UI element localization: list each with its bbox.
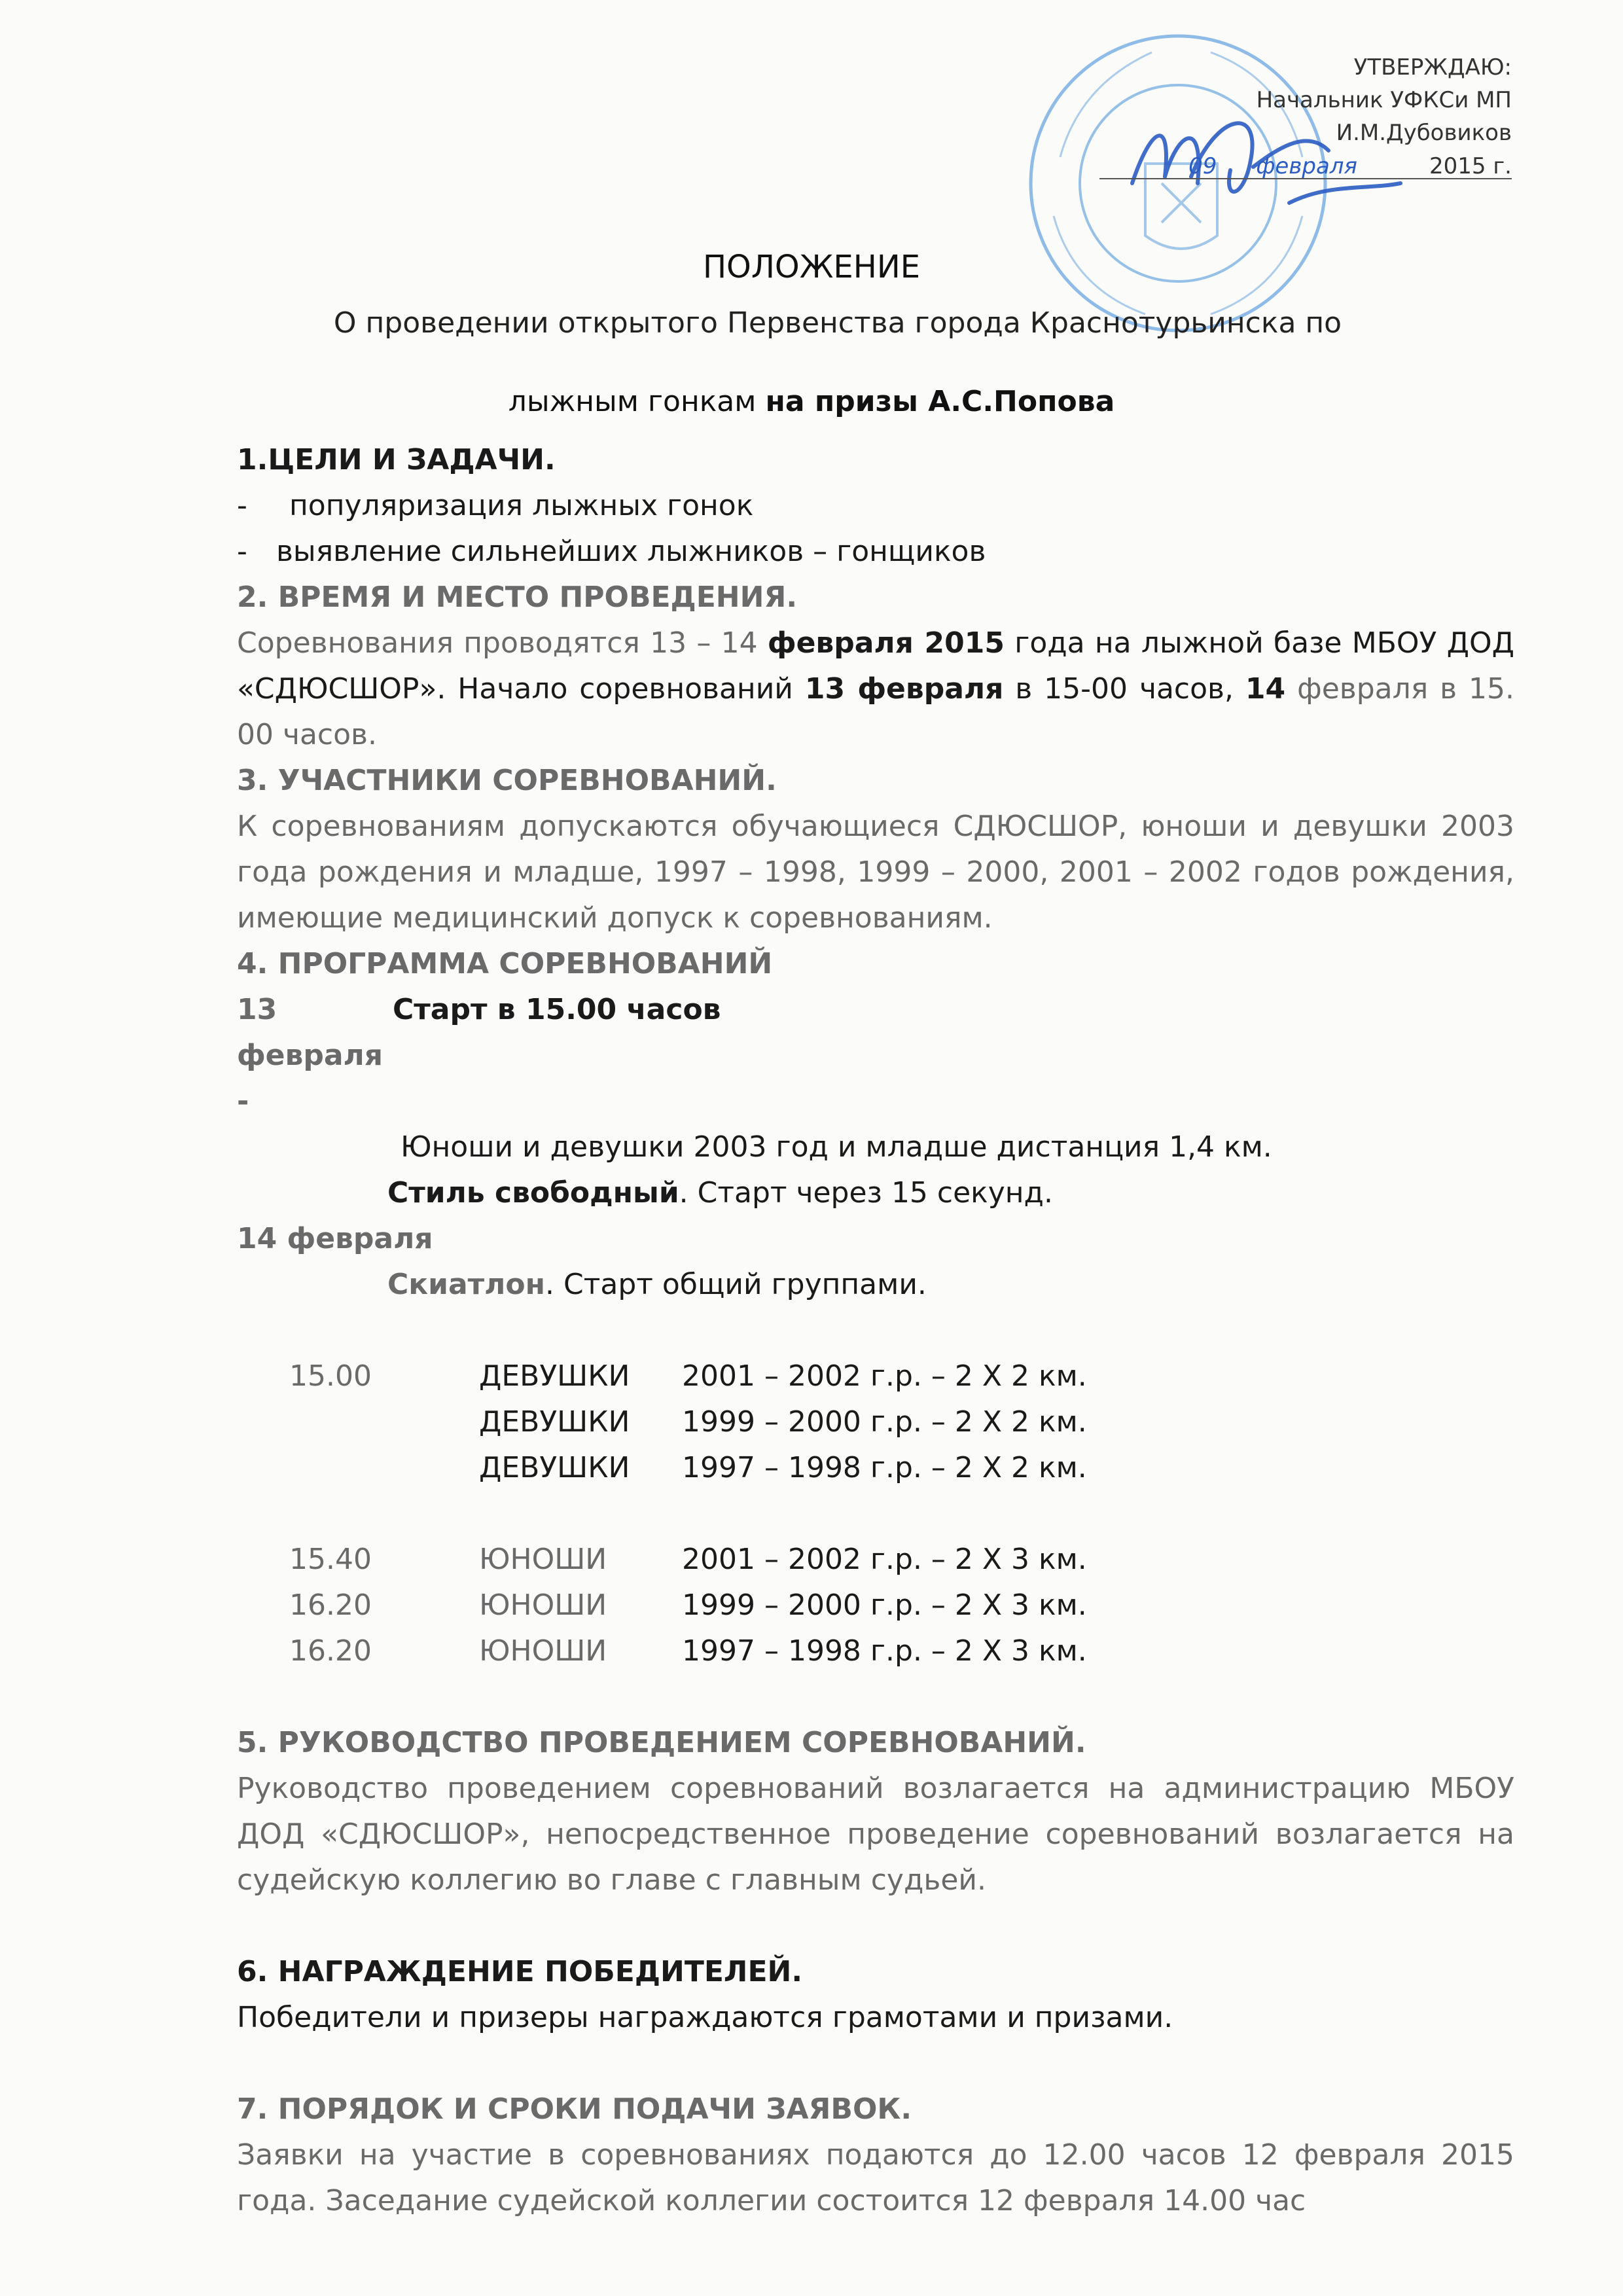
schedule-time: 16.20	[289, 1588, 372, 1622]
section-7-text: Заявки на участие в соревнованиях подаются до 12.00 часов 12 февраля 2015 года. Заседание судейской коллегии состоится 12 февраля 14.00 час	[237, 2138, 1514, 2217]
schedule-group: ЮНОШИ	[479, 1634, 607, 1668]
schedule-years: 1997 – 1998 г.р. – 2 Х 3 км.	[682, 1634, 1087, 1668]
program-day-2-style-text: . Старт общий группами.	[545, 1268, 927, 1301]
program-day-1-start: Старт в 15.00 часов	[393, 993, 721, 1026]
section-2-text-part2: года на лыжной базе МБОУ ДОД «СДЮСШОР». Начало соревнований	[237, 626, 1514, 706]
program-day-1-style-text: . Старт через 15 секунд.	[679, 1176, 1053, 1210]
approver-name: И.М.Дубовиков	[1336, 120, 1512, 146]
schedule-time: 15.40	[289, 1543, 372, 1576]
spacer	[237, 2041, 1514, 2087]
section-2-heading: 2. ВРЕМЯ И МЕСТО ПРОВЕДЕНИЯ.	[237, 581, 798, 614]
document-subtitle: О проведении открытого Первенства города Краснотурьинска по	[333, 306, 1342, 340]
program-day-1	[237, 987, 1514, 1124]
spacer	[237, 1308, 1514, 1354]
section-1-heading: 1.ЦЕЛИ И ЗАДАЧИ.	[237, 443, 556, 476]
program-day-1-style-bold: Стиль свободный	[387, 1176, 679, 1210]
section-6-heading: 6. НАГРАЖДЕНИЕ ПОБЕДИТЕЛЕЙ.	[237, 1955, 803, 1988]
schedule-years: 1997 – 1998 г.р. – 2 Х 2 км.	[682, 1451, 1087, 1484]
approve-word: УТВЕРЖДАЮ:	[1353, 54, 1512, 81]
spacer	[237, 1674, 1514, 1720]
subtitle-part-a: лыжным гонкам	[508, 385, 757, 418]
bullet-dash: -	[237, 535, 247, 568]
schedule-group: ДЕВУШКИ	[479, 1359, 630, 1393]
subtitle-part-b: на призы А.С.Попова	[765, 385, 1115, 418]
section-3-heading: 3. УЧАСТНИКИ СОРЕВНОВАНИЙ.	[237, 764, 777, 797]
schedule-boys	[237, 1537, 1514, 1674]
section-5-text: Руководство проведением соревнований возлагается на администрацию МБОУ ДОД «СДЮСШОР», непосредственное проведение соревнований возлагается на судейскую коллегию во главе с главным судьей.	[237, 1772, 1514, 1897]
schedule-group: ЮНОШИ	[479, 1588, 607, 1622]
section-2-bold3: 14	[1245, 672, 1286, 706]
schedule-time: 16.20	[289, 1634, 372, 1668]
approval-date-month: февраля	[1256, 153, 1357, 179]
program-day-2-style	[237, 1262, 1514, 1308]
schedule-years: 2001 – 2002 г.р. – 2 Х 2 км.	[682, 1359, 1087, 1393]
section-2-text-part3: в 15-00 часов,	[1003, 672, 1245, 706]
approver-position: Начальник УФКСи МП	[1256, 87, 1512, 113]
section-5-heading: 5. РУКОВОДСТВО ПРОВЕДЕНИЕМ СОРЕВНОВАНИЙ.	[237, 1726, 1086, 1759]
section-2-bold2: 13 февраля	[804, 672, 1004, 706]
bullet-dash: -	[237, 489, 247, 522]
program-day-2-date: 14 февраля	[237, 1222, 433, 1255]
list-item	[237, 529, 1514, 575]
section-2-bold1: февраля 2015	[767, 626, 1005, 660]
schedule-years: 2001 – 2002 г.р. – 2 Х 3 км.	[682, 1543, 1087, 1576]
document-title: ПОЛОЖЕНИЕ	[702, 249, 921, 285]
table-row	[237, 1445, 1514, 1491]
document-body	[237, 437, 1514, 2224]
schedule-years: 1999 – 2000 г.р. – 2 Х 2 км.	[682, 1405, 1087, 1439]
table-row	[237, 1399, 1514, 1445]
schedule-group: ДЕВУШКИ	[479, 1405, 630, 1439]
goal-item-2: выявление сильнейших лыжников – гонщиков	[276, 535, 986, 568]
program-day-1-style	[237, 1170, 1514, 1216]
table-row	[237, 1628, 1514, 1674]
table-row	[237, 1537, 1514, 1583]
approval-date-year: 2015 г.	[1429, 153, 1512, 179]
schedule-time	[237, 1399, 479, 1445]
approval-date-day: 09	[1188, 153, 1217, 179]
program-day-1-line1: Юноши и девушки 2003 год и младше дистанция 1,4 км.	[401, 1130, 1272, 1164]
schedule-time: 15.00	[289, 1359, 372, 1393]
table-row	[237, 1583, 1514, 1628]
schedule-group: ДЕВУШКИ	[479, 1451, 630, 1484]
section-4-heading: 4. ПРОГРАММА СОРЕВНОВАНИЙ	[237, 947, 773, 980]
schedule-time	[237, 1445, 479, 1491]
schedule-group: ЮНОШИ	[479, 1543, 607, 1576]
spacer	[237, 1491, 1514, 1537]
spacer	[237, 1903, 1514, 1949]
approval-date	[1099, 149, 1512, 179]
approval-block	[1014, 51, 1512, 179]
section-2-text-part1: Соревнования проводятся 13 – 14	[237, 626, 768, 660]
table-row	[237, 1354, 1514, 1399]
goal-item-1: популяризация лыжных гонок	[289, 489, 754, 522]
schedule-years: 1999 – 2000 г.р. – 2 Х 3 км.	[682, 1588, 1087, 1622]
list-item	[237, 483, 1514, 529]
section-2-text	[237, 620, 1514, 758]
schedule-girls	[237, 1354, 1514, 1491]
section-6-text: Победители и призеры награждаются грамотами и призами.	[237, 2001, 1173, 2034]
section-2-text-part4: февраля в 15. 00 часов.	[237, 672, 1514, 751]
program-day-2-style-bold: Скиатлон	[387, 1268, 546, 1301]
section-3-text: К соревнованиям допускаются обучающиеся СДЮСШОР, юноши и девушки 2003 года рождения и младше, 1997 – 1998, 1999 – 2000, 2001 – 2002 годов рождения, имеющие медицинский допуск к соревнованиям.	[237, 810, 1514, 935]
program-day-1-date: 13 февраля -	[237, 993, 383, 1118]
document-subtitle-line2	[0, 385, 1623, 418]
section-7-heading: 7. ПОРЯДОК И СРОКИ ПОДАЧИ ЗАЯВОК.	[237, 2092, 912, 2126]
